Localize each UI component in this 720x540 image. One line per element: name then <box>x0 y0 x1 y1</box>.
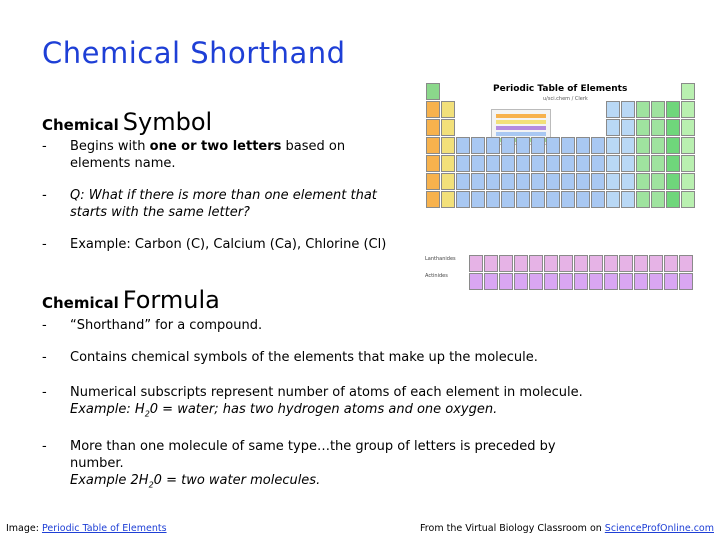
element-cell <box>591 191 605 208</box>
element-cell <box>636 137 650 154</box>
element-cell <box>499 273 513 290</box>
element-cell <box>651 119 665 136</box>
element-cell <box>576 191 590 208</box>
element-cell <box>604 273 618 290</box>
element-cell <box>679 255 693 272</box>
element-cell <box>484 255 498 272</box>
element-cell <box>666 119 680 136</box>
element-cell <box>546 191 560 208</box>
element-cell <box>531 137 545 154</box>
element-cell <box>546 137 560 154</box>
symbol-heading <box>42 108 212 136</box>
element-cell <box>576 137 590 154</box>
symbol-heading-prefix: Chemical <box>42 116 119 134</box>
element-cell <box>456 173 470 190</box>
bullet-dash: - <box>42 439 47 454</box>
element-cell <box>441 137 455 154</box>
element-cell <box>561 191 575 208</box>
element-cell <box>621 155 635 172</box>
element-cell <box>666 101 680 118</box>
element-cell <box>544 273 558 290</box>
legend-swatch <box>496 126 546 130</box>
text-line-1: More than one molecule of same type…the group of letters is preceded by number. <box>70 439 556 471</box>
symbol-heading-word: Symbol <box>122 108 213 136</box>
text-line-2: starts with the same letter? <box>70 205 250 220</box>
element-cell <box>651 101 665 118</box>
text-line-1: Q: What if there is more than one element that <box>70 188 377 203</box>
element-cell <box>561 137 575 154</box>
element-cell <box>456 191 470 208</box>
element-cell <box>621 191 635 208</box>
element-cell <box>529 273 543 290</box>
text-line-1: Numerical subscripts represent number of atoms of each element in molecule. <box>70 385 583 400</box>
element-cell <box>514 255 528 272</box>
element-cell <box>484 273 498 290</box>
element-cell <box>606 155 620 172</box>
element-cell <box>441 191 455 208</box>
text-line-2: elements name. <box>70 156 176 171</box>
element-cell <box>591 155 605 172</box>
element-cell <box>546 173 560 190</box>
element-cell <box>681 137 695 154</box>
element-cell <box>501 191 515 208</box>
symbol-item-2-text <box>70 187 377 221</box>
element-cell <box>636 155 650 172</box>
element-cell <box>544 255 558 272</box>
element-cell <box>589 255 603 272</box>
subscript: 2 <box>148 480 154 490</box>
element-cell <box>501 173 515 190</box>
element-cell <box>606 137 620 154</box>
element-cell <box>514 273 528 290</box>
element-cell <box>666 137 680 154</box>
bullet-dash: - <box>42 139 47 154</box>
element-cell <box>634 273 648 290</box>
bullet-dash: - <box>42 385 47 400</box>
element-cell <box>441 119 455 136</box>
bullet-dash: - <box>42 237 47 252</box>
element-cell <box>441 173 455 190</box>
element-cell <box>664 255 678 272</box>
text-line-2 <box>70 473 320 488</box>
element-cell <box>574 255 588 272</box>
element-cell <box>681 173 695 190</box>
example-prefix: Example 2H <box>70 473 149 488</box>
element-cell <box>606 119 620 136</box>
periodic-table-image <box>423 76 697 292</box>
formula-heading-prefix: Chemical <box>42 294 119 312</box>
formula-item-3-text <box>70 384 583 423</box>
text-segment: based on <box>281 139 346 154</box>
source-credit-prefix: From the Virtual Biology Classroom on <box>420 523 605 534</box>
element-cell <box>666 155 680 172</box>
element-cell <box>426 101 440 118</box>
element-cell <box>469 273 483 290</box>
element-cell <box>471 137 485 154</box>
element-cell <box>426 155 440 172</box>
element-cell <box>529 255 543 272</box>
element-cell <box>516 155 530 172</box>
element-cell <box>426 119 440 136</box>
element-cell <box>634 255 648 272</box>
element-cell <box>426 173 440 190</box>
element-cell <box>606 191 620 208</box>
element-cell <box>681 83 695 100</box>
element-cell <box>636 191 650 208</box>
element-cell <box>576 155 590 172</box>
element-cell <box>426 137 440 154</box>
element-cell <box>546 155 560 172</box>
subscript: 2 <box>144 409 150 419</box>
element-cell <box>559 273 573 290</box>
element-cell <box>649 255 663 272</box>
element-cell <box>651 173 665 190</box>
element-cell <box>469 255 483 272</box>
element-cell <box>486 137 500 154</box>
legend-swatch <box>496 132 546 136</box>
formula-heading <box>42 286 220 314</box>
element-cell <box>426 191 440 208</box>
element-cell <box>606 101 620 118</box>
element-cell <box>651 155 665 172</box>
element-cell <box>606 173 620 190</box>
element-cell <box>531 155 545 172</box>
element-cell <box>486 191 500 208</box>
element-cell <box>664 273 678 290</box>
symbol-item-3-text: Example: Carbon (C), Calcium (Ca), Chlorine (Cl) <box>70 237 387 252</box>
element-cell <box>621 101 635 118</box>
image-credit-link[interactable]: Periodic Table of Elements <box>41 523 167 534</box>
element-cell <box>604 255 618 272</box>
symbol-item-1-text <box>70 138 345 172</box>
element-cell <box>621 137 635 154</box>
element-cell <box>426 83 440 100</box>
element-cell <box>619 273 633 290</box>
element-cell <box>636 173 650 190</box>
element-cell <box>471 155 485 172</box>
element-cell <box>561 155 575 172</box>
element-cell <box>441 101 455 118</box>
source-credit <box>420 523 714 534</box>
element-cell <box>531 191 545 208</box>
example-suffix: 0 = two water molecules. <box>153 473 321 488</box>
bold-segment: one or two letters <box>149 139 282 154</box>
element-cell <box>619 255 633 272</box>
legend-swatch <box>496 120 546 124</box>
formula-heading-word: Formula <box>122 286 220 314</box>
source-credit-link[interactable]: ScienceProfOnline.com <box>604 523 714 534</box>
bullet-dash: - <box>42 318 47 333</box>
element-cell <box>471 191 485 208</box>
element-cell <box>471 173 485 190</box>
element-cell <box>501 155 515 172</box>
element-cell <box>486 155 500 172</box>
slide-title: Chemical Shorthand <box>42 36 346 70</box>
element-cell <box>516 173 530 190</box>
element-cell <box>679 273 693 290</box>
element-cell <box>681 191 695 208</box>
element-cell <box>486 173 500 190</box>
legend-swatch <box>496 114 546 118</box>
element-cell <box>516 137 530 154</box>
element-cell <box>666 191 680 208</box>
element-cell <box>499 255 513 272</box>
element-cell <box>666 173 680 190</box>
element-cell <box>561 173 575 190</box>
periodic-table-subtitle: u/sci.chem / Clerk <box>543 96 588 102</box>
periodic-table-title: Periodic Table of Elements <box>493 84 628 94</box>
element-cell <box>681 119 695 136</box>
element-cell <box>441 155 455 172</box>
element-cell <box>681 101 695 118</box>
element-cell <box>591 173 605 190</box>
element-cell <box>636 119 650 136</box>
bullet-dash: - <box>42 188 47 203</box>
formula-item-1-text: “Shorthand” for a compound. <box>70 318 263 333</box>
actinides-label: Actinides <box>425 273 448 279</box>
image-credit <box>6 523 167 534</box>
element-cell <box>531 173 545 190</box>
bullet-dash: - <box>42 350 47 365</box>
formula-item-4-text <box>70 438 602 494</box>
element-cell <box>456 155 470 172</box>
element-cell <box>516 191 530 208</box>
element-cell <box>456 137 470 154</box>
example-prefix: Example: H <box>70 402 145 417</box>
element-cell <box>559 255 573 272</box>
element-cell <box>501 137 515 154</box>
element-cell <box>621 119 635 136</box>
element-cell <box>621 173 635 190</box>
element-cell <box>591 137 605 154</box>
element-cell <box>651 137 665 154</box>
example-suffix: 0 = water; has two hydrogen atoms and one oxygen. <box>149 402 498 417</box>
element-cell <box>681 155 695 172</box>
element-cell <box>649 273 663 290</box>
element-cell <box>576 173 590 190</box>
image-credit-prefix: Image: <box>6 523 42 534</box>
formula-item-2-text: Contains chemical symbols of the elements that make up the molecule. <box>70 350 538 365</box>
text-line-2 <box>70 402 497 417</box>
element-cell <box>574 273 588 290</box>
text-segment: Begins with <box>70 139 150 154</box>
element-cell <box>589 273 603 290</box>
lanthanides-label: Lanthanides <box>425 256 456 262</box>
element-cell <box>636 101 650 118</box>
element-cell <box>651 191 665 208</box>
